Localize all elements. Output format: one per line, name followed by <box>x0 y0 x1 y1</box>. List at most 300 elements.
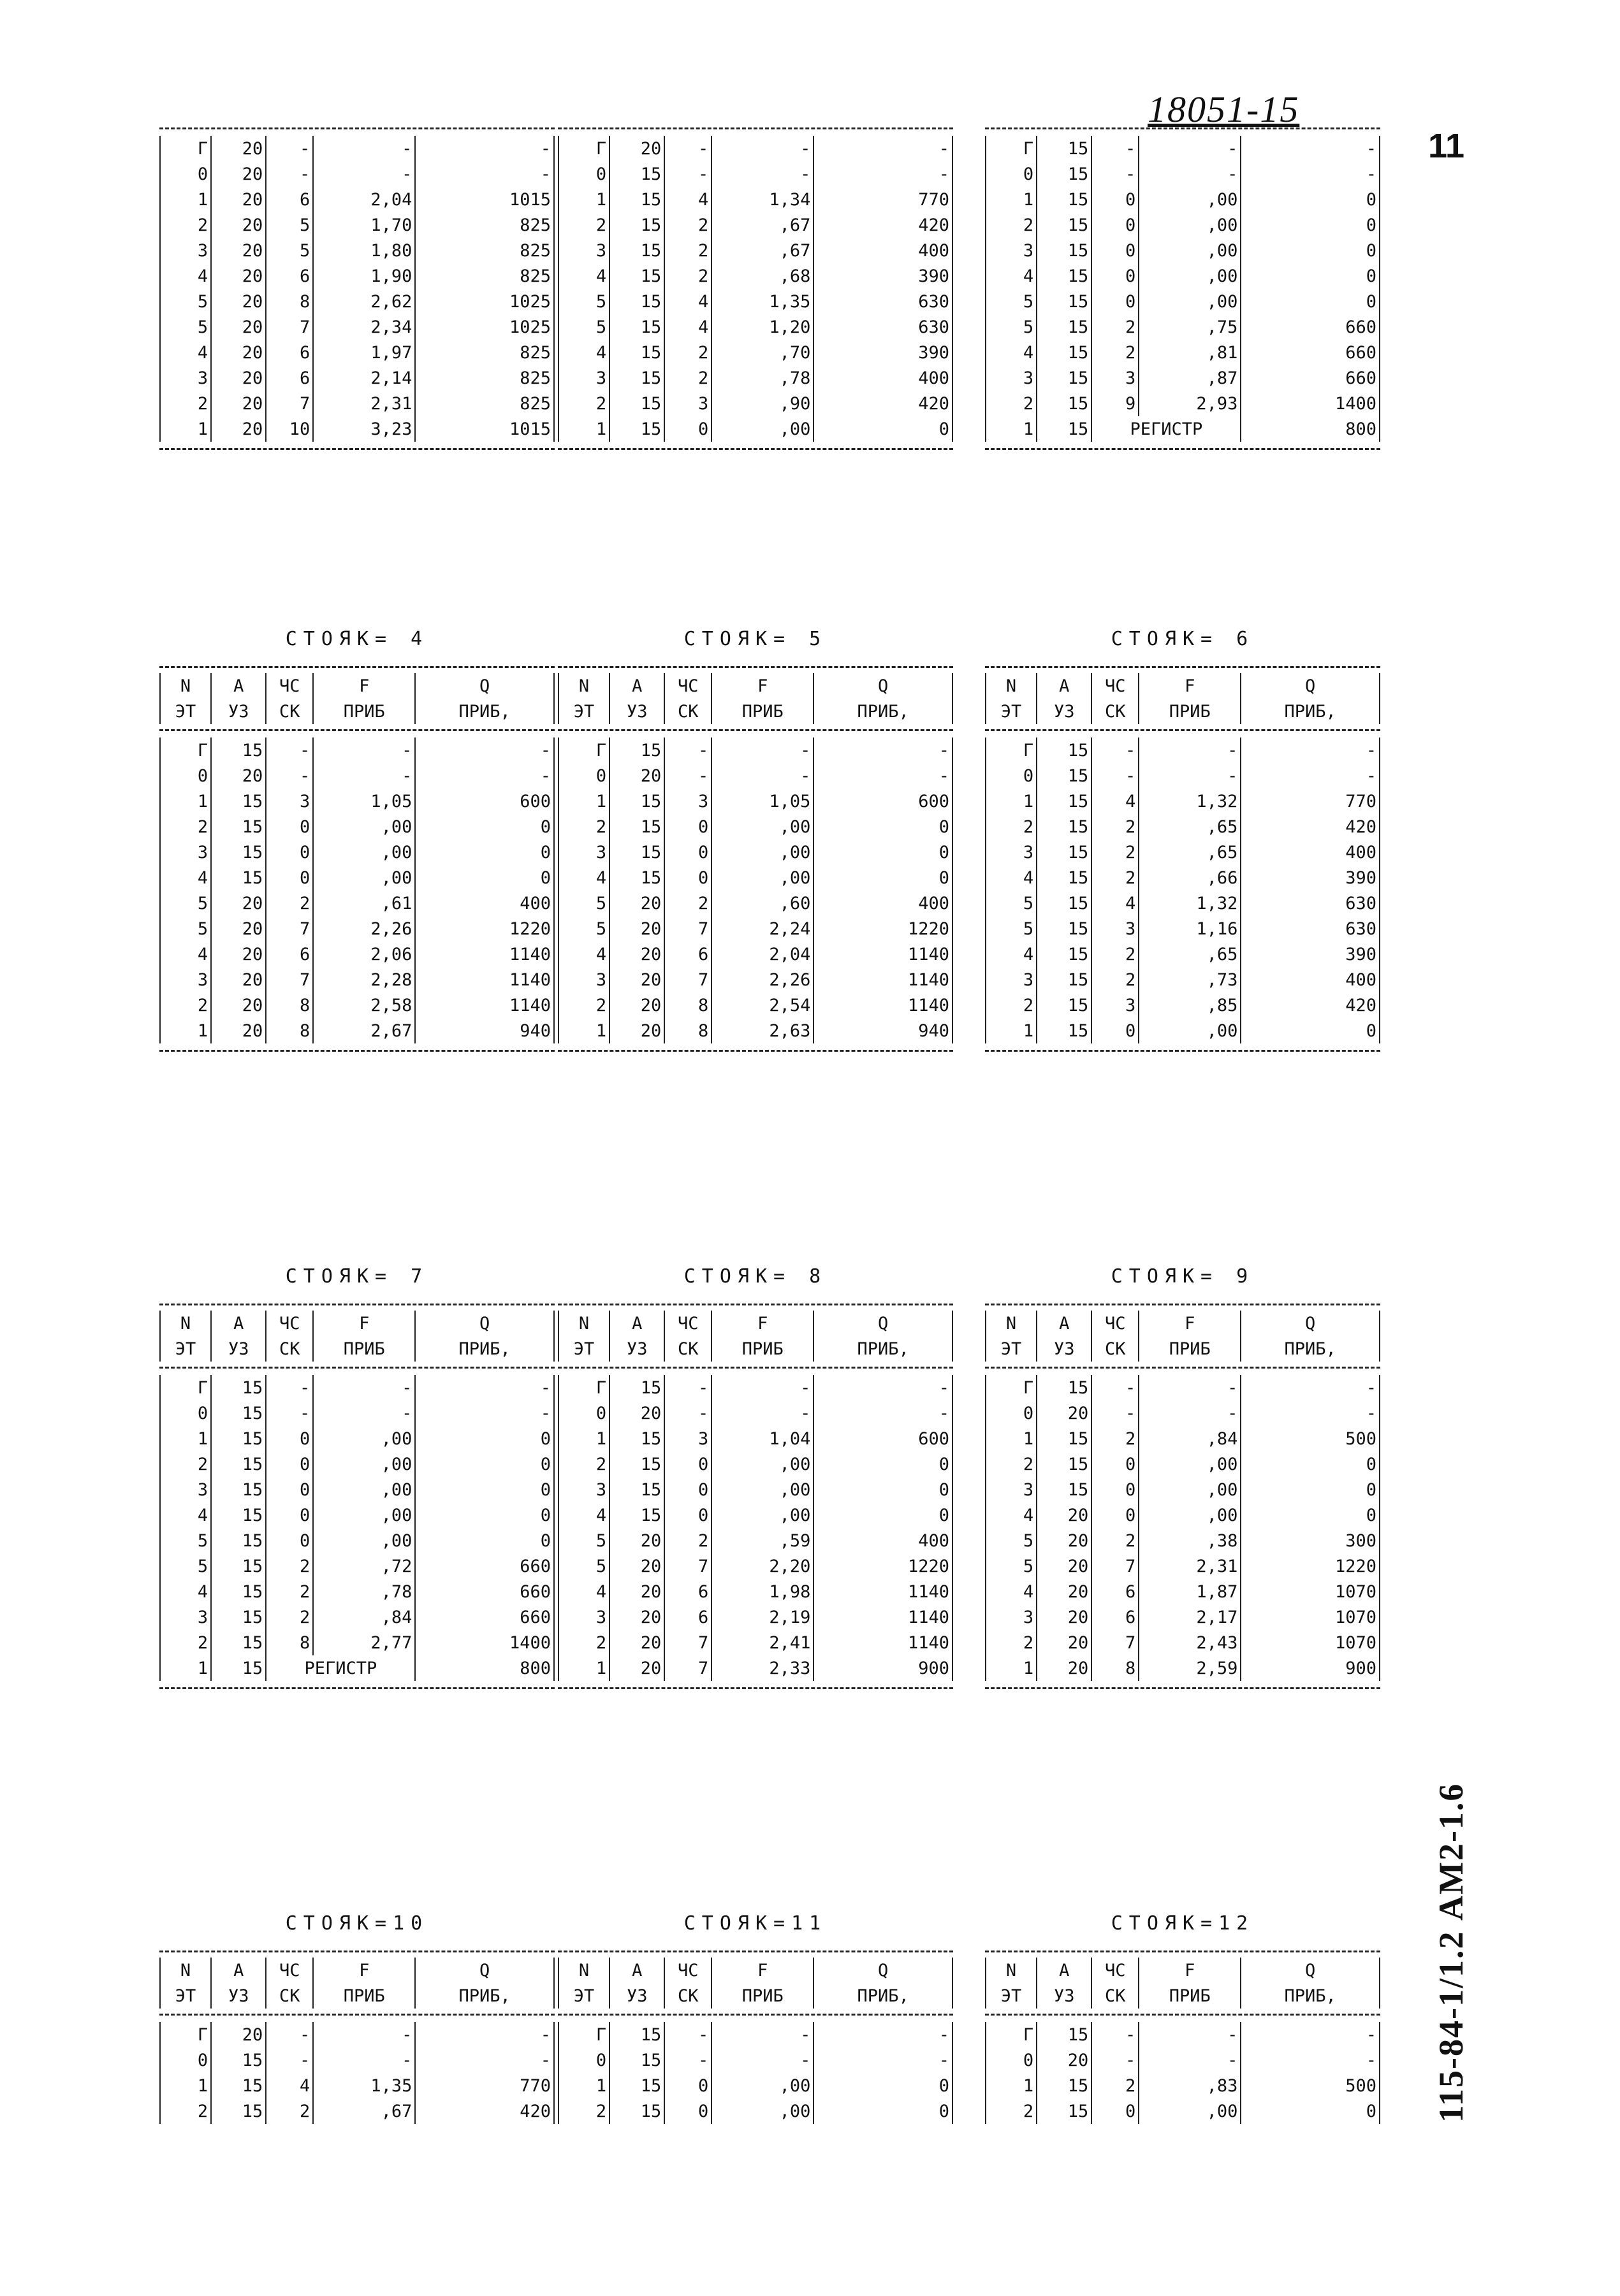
table-row <box>985 2098 1380 2124</box>
sections-cell: 0 <box>1092 1502 1139 1528</box>
floor-cell: 3 <box>161 1477 212 1502</box>
q-cell: 800 <box>520 1658 551 1678</box>
table-row <box>985 365 1380 391</box>
floor-cell: Г <box>986 1375 1037 1400</box>
table-row <box>985 839 1380 865</box>
f-cell: - <box>314 2022 416 2047</box>
f-cell: ,00 <box>1139 1502 1241 1528</box>
floor-cell: 2 <box>161 212 212 238</box>
node-cell: 20 <box>610 136 665 161</box>
q-cell: 660 <box>1345 317 1376 337</box>
column-header: F <box>314 673 416 699</box>
q-cell: 1140 <box>509 970 551 990</box>
sections-cell: 4 <box>665 187 712 212</box>
floor-cell: 2 <box>559 1451 610 1477</box>
floor-cell: 3 <box>161 365 212 391</box>
table-row <box>985 1502 1380 1528</box>
node-cell: 15 <box>1037 136 1092 161</box>
table-row <box>558 1604 953 1630</box>
node-cell: 20 <box>212 763 266 788</box>
f-cell: - <box>1139 737 1241 763</box>
sections-cell: 7 <box>266 314 314 340</box>
floor-cell: 0 <box>986 1400 1037 1426</box>
table-row <box>985 136 1380 161</box>
node-cell: 20 <box>610 1630 665 1655</box>
header-row <box>159 1983 555 2009</box>
f-cell: 3,23 <box>314 416 416 442</box>
q-cell: 1025 <box>509 291 551 312</box>
node-cell: 20 <box>1037 2047 1092 2073</box>
f-cell: 2,33 <box>712 1655 814 1681</box>
table-row <box>159 1630 555 1655</box>
node-cell: 15 <box>610 263 665 289</box>
sections-cell: 6 <box>266 187 314 212</box>
table-row <box>985 416 1380 442</box>
f-cell: ,00 <box>1139 1451 1241 1477</box>
q-cell: - <box>1366 2024 1376 2045</box>
sections-cell: 2 <box>665 238 712 263</box>
f-cell: ,84 <box>314 1604 416 1630</box>
floor-cell: 4 <box>986 941 1037 967</box>
column-header: ЭТ <box>559 1336 610 1362</box>
q-cell: - <box>540 138 551 159</box>
floor-cell: 5 <box>161 289 212 314</box>
table-body <box>159 2016 555 2130</box>
node-cell: 15 <box>610 2073 665 2098</box>
sections-cell: 3 <box>665 788 712 814</box>
header-row <box>985 673 1380 699</box>
f-cell: 2,31 <box>1139 1553 1241 1579</box>
column-header: F <box>712 1311 814 1336</box>
q-cell: 0 <box>1366 1021 1376 1041</box>
f-cell: 2,04 <box>712 941 814 967</box>
table-row <box>985 314 1380 340</box>
q-cell: - <box>540 740 551 760</box>
f-cell: 1,98 <box>712 1579 814 1604</box>
sections-cell: - <box>1092 2047 1139 2073</box>
table-row <box>159 839 555 865</box>
column-header: ЭТ <box>986 1336 1037 1362</box>
f-cell: ,00 <box>1139 187 1241 212</box>
q-cell: 390 <box>918 266 949 286</box>
q-cell: 1220 <box>907 1556 949 1576</box>
sections-cell: 0 <box>1092 1018 1139 1043</box>
q-cell: - <box>1366 138 1376 159</box>
column-header: А <box>1037 673 1092 699</box>
q-cell: 825 <box>520 240 551 261</box>
sections-cell: - <box>1092 763 1139 788</box>
column-header: Q <box>878 676 889 696</box>
table-row <box>558 992 953 1018</box>
q-cell: 0 <box>938 419 949 439</box>
q-cell: 600 <box>918 1428 949 1449</box>
f-cell: ,59 <box>712 1528 814 1553</box>
floor-cell: 1 <box>986 187 1037 212</box>
f-cell: 2,31 <box>314 391 416 416</box>
table-row <box>558 416 953 442</box>
q-cell: 660 <box>520 1607 551 1627</box>
node-cell: 15 <box>212 1426 266 1451</box>
floor-cell: 4 <box>986 1502 1037 1528</box>
q-cell: - <box>938 740 949 760</box>
riser-table <box>558 1304 953 1689</box>
floor-cell: 4 <box>161 865 212 890</box>
node-cell: 15 <box>212 788 266 814</box>
header-row <box>558 699 953 724</box>
sections-cell: 2 <box>665 1528 712 1553</box>
floor-cell: 4 <box>161 263 212 289</box>
table-row <box>159 187 555 212</box>
sections-cell: 0 <box>266 1477 314 1502</box>
f-cell: - <box>712 1400 814 1426</box>
table-row <box>159 814 555 839</box>
f-cell: ,81 <box>1139 340 1241 365</box>
floor-cell: 4 <box>986 865 1037 890</box>
sections-cell: 2 <box>1092 340 1139 365</box>
sections-cell: 2 <box>1092 1426 1139 1451</box>
f-cell: - <box>314 737 416 763</box>
f-cell: 2,14 <box>314 365 416 391</box>
table-row <box>558 737 953 763</box>
floor-cell: 3 <box>986 238 1037 263</box>
floor-cell: 5 <box>559 1553 610 1579</box>
sections-cell: 3 <box>1092 365 1139 391</box>
column-header: ПРИБ, <box>458 1339 511 1359</box>
f-cell: ,70 <box>712 340 814 365</box>
floor-cell: Г <box>161 737 212 763</box>
sections-cell: 2 <box>665 890 712 916</box>
q-cell: 630 <box>918 317 949 337</box>
floor-cell: 2 <box>559 1630 610 1655</box>
floor-cell: 5 <box>559 890 610 916</box>
column-header: N <box>986 673 1037 699</box>
f-cell: 2,20 <box>712 1553 814 1579</box>
table-row <box>159 212 555 238</box>
riser-title: СТОЯК= 6 <box>1111 628 1255 650</box>
table-row <box>159 136 555 161</box>
q-cell: 1220 <box>509 919 551 939</box>
riser-table <box>985 1304 1380 1689</box>
sections-cell: 0 <box>1092 289 1139 314</box>
floor-cell: 2 <box>161 814 212 839</box>
f-cell: 1,87 <box>1139 1579 1241 1604</box>
node-cell: 20 <box>610 1604 665 1630</box>
q-cell: 0 <box>540 1505 551 1525</box>
sections-cell: - <box>665 763 712 788</box>
f-cell: - <box>1139 1400 1241 1426</box>
node-cell: 20 <box>610 916 665 941</box>
node-cell: 20 <box>212 365 266 391</box>
f-cell: ,60 <box>712 890 814 916</box>
table-body <box>558 1369 953 1687</box>
f-cell: 2,04 <box>314 187 416 212</box>
sections-cell: 6 <box>266 263 314 289</box>
table-row <box>159 2073 555 2098</box>
sections-cell: 0 <box>665 1502 712 1528</box>
floor-cell: 1 <box>161 416 212 442</box>
column-header: F <box>314 1311 416 1336</box>
table-row <box>985 1528 1380 1553</box>
f-cell: 2,34 <box>314 314 416 340</box>
q-cell: 630 <box>918 291 949 312</box>
sections-cell: - <box>1092 136 1139 161</box>
f-cell: 2,67 <box>314 1018 416 1043</box>
q-cell: 1070 <box>1334 1632 1376 1653</box>
q-cell: - <box>1366 1403 1376 1423</box>
node-cell: 20 <box>610 1655 665 1681</box>
column-header: Q <box>878 1313 889 1333</box>
f-cell: ,00 <box>712 2073 814 2098</box>
f-cell: - <box>712 737 814 763</box>
q-cell: 0 <box>1366 1505 1376 1525</box>
sections-cell: 2 <box>1092 1528 1139 1553</box>
f-cell: - <box>314 1375 416 1400</box>
node-cell: 15 <box>212 2073 266 2098</box>
floor-cell: 2 <box>986 992 1037 1018</box>
table-row <box>985 890 1380 916</box>
table-body <box>159 129 555 448</box>
table-row <box>558 1630 953 1655</box>
floor-cell: 4 <box>161 1579 212 1604</box>
floor-cell: 4 <box>559 263 610 289</box>
floor-cell: Г <box>559 737 610 763</box>
table-row <box>558 839 953 865</box>
column-header: ПРИБ <box>1139 699 1241 724</box>
table-row <box>159 992 555 1018</box>
q-cell: 0 <box>1366 240 1376 261</box>
table-row <box>159 737 555 763</box>
sections-cell: 2 <box>1092 814 1139 839</box>
page-number: 11 <box>1428 127 1465 165</box>
q-cell: 600 <box>918 791 949 811</box>
table-row <box>159 2047 555 2073</box>
f-cell: 1,20 <box>712 314 814 340</box>
table-row <box>558 941 953 967</box>
floor-cell: 3 <box>986 365 1037 391</box>
column-header: ЧС <box>1092 1958 1139 1983</box>
column-header: ЭТ <box>986 699 1037 724</box>
table-row <box>558 1400 953 1426</box>
q-cell: 1140 <box>907 970 949 990</box>
column-header: А <box>1037 1958 1092 1983</box>
f-cell: - <box>1139 161 1241 187</box>
table-row <box>558 314 953 340</box>
sections-cell: 5 <box>266 238 314 263</box>
table-row <box>558 289 953 314</box>
node-cell: 15 <box>610 2098 665 2124</box>
node-cell: 20 <box>212 238 266 263</box>
floor-cell: 5 <box>161 916 212 941</box>
sections-cell: 4 <box>665 289 712 314</box>
sections-cell: 8 <box>266 992 314 1018</box>
table-row <box>558 238 953 263</box>
f-cell: 2,58 <box>314 992 416 1018</box>
sections-cell: 8 <box>266 289 314 314</box>
riser-title: СТОЯК= 4 <box>285 628 429 650</box>
table-row <box>985 1579 1380 1604</box>
q-cell: 1070 <box>1334 1607 1376 1627</box>
node-cell: 15 <box>610 814 665 839</box>
f-cell: ,66 <box>1139 865 1241 890</box>
table-row <box>985 763 1380 788</box>
node-cell: 15 <box>610 289 665 314</box>
floor-cell: 3 <box>559 365 610 391</box>
table-row <box>558 1528 953 1553</box>
node-cell: 20 <box>212 890 266 916</box>
table-row <box>558 2073 953 2098</box>
floor-cell: 2 <box>559 391 610 416</box>
floor-cell: 1 <box>161 1426 212 1451</box>
floor-cell: 1 <box>986 416 1037 442</box>
f-cell: ,00 <box>314 1451 416 1477</box>
table-row <box>985 1630 1380 1655</box>
f-cell: - <box>1139 763 1241 788</box>
sections-cell: 0 <box>665 2073 712 2098</box>
q-cell: - <box>540 1403 551 1423</box>
floor-cell: 5 <box>559 314 610 340</box>
table-row <box>159 391 555 416</box>
node-cell: 15 <box>1037 2073 1092 2098</box>
floor-cell: 5 <box>161 314 212 340</box>
floor-cell: 3 <box>161 839 212 865</box>
table-row <box>159 916 555 941</box>
table-row <box>985 2073 1380 2098</box>
column-header: СК <box>1092 1983 1139 2009</box>
f-cell: ,00 <box>1139 2098 1241 2124</box>
node-cell: 15 <box>610 238 665 263</box>
table-row <box>159 238 555 263</box>
table-row <box>985 1604 1380 1630</box>
table-row <box>558 1477 953 1502</box>
q-cell: - <box>938 138 949 159</box>
table-row <box>985 941 1380 967</box>
floor-cell: 3 <box>986 839 1037 865</box>
sections-cell: - <box>665 737 712 763</box>
table-row <box>985 2022 1380 2047</box>
sections-cell: 2 <box>665 212 712 238</box>
table-body <box>985 129 1380 448</box>
table-row <box>558 365 953 391</box>
node-cell: 20 <box>610 1528 665 1553</box>
table-row <box>985 992 1380 1018</box>
table-row <box>985 1553 1380 1579</box>
node-cell: 15 <box>1037 263 1092 289</box>
table-row <box>985 1400 1380 1426</box>
q-cell: 0 <box>938 868 949 888</box>
sections-cell: 3 <box>665 1426 712 1451</box>
column-header: ПРИБ, <box>857 701 909 722</box>
floor-cell: 3 <box>161 238 212 263</box>
table-row <box>159 941 555 967</box>
column-header: ЧС <box>665 673 712 699</box>
q-cell: - <box>938 2050 949 2070</box>
node-cell: 20 <box>610 941 665 967</box>
floor-cell: 3 <box>986 1477 1037 1502</box>
table-header <box>985 1952 1380 2016</box>
column-header: УЗ <box>610 1336 665 1362</box>
f-cell: ,72 <box>314 1553 416 1579</box>
sections-cell: 2 <box>266 2098 314 2124</box>
node-cell: 15 <box>1037 187 1092 212</box>
f-cell: ,75 <box>1139 314 1241 340</box>
sections-cell: 0 <box>266 814 314 839</box>
node-cell: 15 <box>1037 1477 1092 1502</box>
column-header: УЗ <box>1037 1983 1092 2009</box>
floor-cell: 2 <box>161 1630 212 1655</box>
table-row <box>558 788 953 814</box>
floor-cell: 3 <box>161 1604 212 1630</box>
f-cell: - <box>712 1375 814 1400</box>
table-row <box>159 1502 555 1528</box>
node-cell: 15 <box>1037 2098 1092 2124</box>
q-cell: 0 <box>540 817 551 837</box>
column-header: N <box>986 1311 1037 1336</box>
node-cell: 20 <box>212 187 266 212</box>
q-cell: 400 <box>1345 842 1376 862</box>
node-cell: 15 <box>1037 788 1092 814</box>
floor-cell: 2 <box>161 391 212 416</box>
column-header: Q <box>479 676 490 696</box>
q-cell: 420 <box>918 393 949 414</box>
floor-cell: 2 <box>986 2098 1037 2124</box>
q-cell: 0 <box>1366 291 1376 312</box>
sections-cell: 0 <box>1092 2098 1139 2124</box>
register-cell: РЕГИСТР <box>266 1655 416 1681</box>
sections-cell: 7 <box>665 916 712 941</box>
sections-cell: - <box>665 1400 712 1426</box>
node-cell: 15 <box>610 314 665 340</box>
floor-cell: 0 <box>986 161 1037 187</box>
node-cell: 15 <box>1037 1018 1092 1043</box>
q-cell: 800 <box>1345 419 1376 439</box>
floor-cell: Г <box>986 2022 1037 2047</box>
table-row <box>159 967 555 992</box>
q-cell: 0 <box>540 1454 551 1474</box>
f-cell: ,68 <box>712 263 814 289</box>
node-cell: 15 <box>1037 314 1092 340</box>
sections-cell: 3 <box>1092 916 1139 941</box>
f-cell: - <box>1139 2047 1241 2073</box>
header-row <box>558 1958 953 1983</box>
node-cell: 15 <box>1037 391 1092 416</box>
column-header: А <box>610 673 665 699</box>
node-cell: 15 <box>1037 814 1092 839</box>
riser-title: СТОЯК= 5 <box>683 628 828 650</box>
table-row <box>985 340 1380 365</box>
sections-cell: 2 <box>1092 865 1139 890</box>
f-cell: - <box>1139 2022 1241 2047</box>
sections-cell: 7 <box>266 391 314 416</box>
node-cell: 20 <box>212 212 266 238</box>
q-cell: 1220 <box>907 919 949 939</box>
table-body <box>558 731 953 1050</box>
floor-cell: 2 <box>559 992 610 1018</box>
node-cell: 15 <box>610 2022 665 2047</box>
table-row <box>558 1655 953 1681</box>
f-cell: ,78 <box>314 1579 416 1604</box>
q-cell: 420 <box>1345 995 1376 1015</box>
sections-cell: 0 <box>1092 263 1139 289</box>
riser-title: СТОЯК=11 <box>683 1912 828 1935</box>
node-cell: 15 <box>610 161 665 187</box>
sections-cell: 7 <box>1092 1553 1139 1579</box>
table-header <box>985 668 1380 731</box>
table-row <box>558 340 953 365</box>
q-cell: - <box>540 1377 551 1398</box>
floor-cell: 2 <box>559 2098 610 2124</box>
sections-cell: 2 <box>266 1553 314 1579</box>
floor-cell: 1 <box>161 187 212 212</box>
